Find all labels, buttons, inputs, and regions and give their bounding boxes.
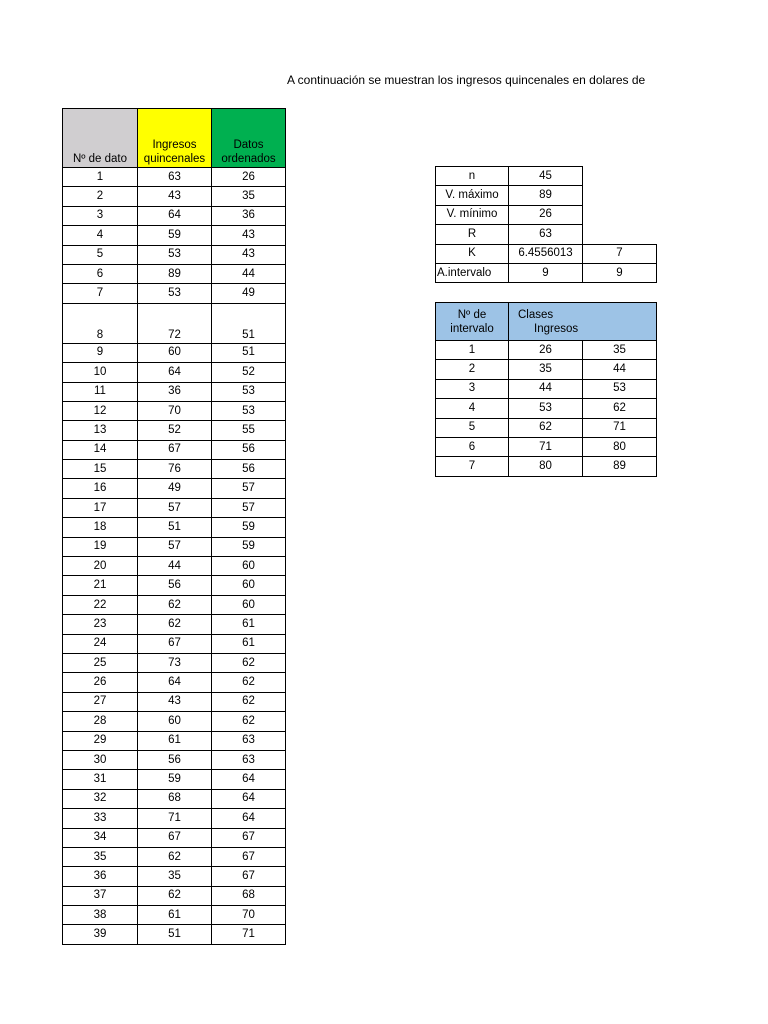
cell-interval-number[interactable]: 4: [436, 399, 509, 418]
table-row: [63, 576, 286, 595]
cell-ingreso[interactable]: 64: [138, 206, 212, 225]
stats-max-label[interactable]: V. máximo: [436, 186, 509, 205]
stats-row-r: [436, 225, 657, 244]
cell-dato-number[interactable]: 22: [63, 595, 138, 614]
cell-ingreso[interactable]: 68: [138, 789, 212, 808]
table-row: [63, 460, 286, 479]
table-row: [63, 828, 286, 847]
cell-ingreso[interactable]: 72: [138, 303, 212, 343]
stats-interval-value[interactable]: 9: [509, 263, 583, 282]
cell-ingreso[interactable]: 67: [138, 634, 212, 653]
stats-r-value[interactable]: 63: [509, 225, 583, 244]
cell-dato-ordenado[interactable]: 62: [212, 673, 286, 692]
cell-dato-number[interactable]: 9: [63, 343, 138, 362]
cell-dato-number[interactable]: 16: [63, 479, 138, 498]
stats-row-min: [436, 205, 657, 224]
table-row: [63, 712, 286, 731]
header-clases-ingresos[interactable]: [509, 303, 583, 341]
cell-dato-ordenado[interactable]: 63: [212, 731, 286, 750]
table-row: [63, 421, 286, 440]
cell-class-lower[interactable]: 53: [509, 399, 583, 418]
cell-class-lower[interactable]: 35: [509, 360, 583, 379]
cell-class-lower[interactable]: 26: [509, 341, 583, 360]
header-interval-line1: Nº de: [457, 308, 487, 321]
cell-dato-number[interactable]: 23: [63, 615, 138, 634]
table-row: [63, 363, 286, 382]
cell-dato-ordenado[interactable]: 68: [212, 886, 286, 905]
cell-dato-number[interactable]: 12: [63, 401, 138, 420]
stats-n-value[interactable]: 45: [509, 167, 583, 186]
stats-min-value[interactable]: 26: [509, 205, 583, 224]
cell-ingreso[interactable]: 51: [138, 925, 212, 944]
cell-dato-number[interactable]: 39: [63, 925, 138, 944]
table-row: [63, 634, 286, 653]
table-row: [63, 245, 286, 264]
cell-class-upper[interactable]: 89: [583, 457, 657, 476]
stats-k-rounded[interactable]: 7: [583, 244, 657, 263]
cell-dato-number[interactable]: 1: [63, 168, 138, 187]
cell-dato-number[interactable]: 10: [63, 363, 138, 382]
header-clases-blank[interactable]: [583, 303, 657, 341]
cell-dato-number[interactable]: 32: [63, 789, 138, 808]
cell-dato-number[interactable]: 5: [63, 245, 138, 264]
cell-ingreso[interactable]: 51: [138, 518, 212, 537]
stats-row-k: [436, 244, 657, 263]
cell-dato-number[interactable]: 4: [63, 226, 138, 245]
cell-dato-number[interactable]: 3: [63, 206, 138, 225]
table-row: [63, 401, 286, 420]
table-row: [63, 692, 286, 711]
cell-dato-ordenado[interactable]: 61: [212, 615, 286, 634]
cell-ingreso[interactable]: 70: [138, 401, 212, 420]
stats-n-label[interactable]: n: [436, 167, 509, 186]
cell-dato-ordenado[interactable]: 53: [212, 401, 286, 420]
cell-ingreso[interactable]: 52: [138, 421, 212, 440]
cell-ingreso[interactable]: 67: [138, 828, 212, 847]
classes-header-row: [436, 303, 657, 341]
header-interval-number[interactable]: [436, 303, 509, 341]
cell-interval-number[interactable]: 3: [436, 379, 509, 398]
summary-stats-table: [435, 166, 657, 283]
stats-r-label[interactable]: R: [436, 225, 509, 244]
cell-dato-ordenado[interactable]: 43: [212, 245, 286, 264]
table-row: [63, 168, 286, 187]
cell-ingreso[interactable]: 35: [138, 867, 212, 886]
stats-max-value[interactable]: 89: [509, 186, 583, 205]
table-row: [63, 673, 286, 692]
cell-ingreso[interactable]: 36: [138, 382, 212, 401]
table-row: [63, 264, 286, 283]
cell-ingreso[interactable]: 57: [138, 498, 212, 517]
cell-dato-ordenado[interactable]: 60: [212, 557, 286, 576]
table-row: [63, 770, 286, 789]
table-row: [63, 440, 286, 459]
cell-dato-ordenado[interactable]: 64: [212, 770, 286, 789]
cell-ingreso[interactable]: 60: [138, 343, 212, 362]
cell-ingreso[interactable]: 49: [138, 479, 212, 498]
cell-dato-ordenado[interactable]: 64: [212, 809, 286, 828]
stats-k-label[interactable]: K: [436, 244, 509, 263]
class-intervals-table: [435, 302, 657, 477]
cell-dato-number[interactable]: 15: [63, 460, 138, 479]
cell-ingreso[interactable]: 57: [138, 537, 212, 556]
class-row: [436, 379, 657, 398]
cell-dato-number[interactable]: 37: [63, 886, 138, 905]
cell-ingreso[interactable]: 62: [138, 595, 212, 614]
stats-row-interval: [436, 263, 657, 282]
table-row: [63, 187, 286, 206]
cell-class-lower[interactable]: 44: [509, 379, 583, 398]
class-row: [436, 399, 657, 418]
table-row: [63, 518, 286, 537]
cell-dato-number[interactable]: 17: [63, 498, 138, 517]
cell-dato-ordenado[interactable]: 67: [212, 867, 286, 886]
header-clases-line1: Clases: [518, 308, 554, 321]
table-row: [63, 595, 286, 614]
cell-ingreso[interactable]: 53: [138, 245, 212, 264]
cell-class-upper[interactable]: 35: [583, 341, 657, 360]
header-clases-line2: Ingresos: [534, 322, 579, 335]
cell-ingreso[interactable]: 59: [138, 770, 212, 789]
cell-class-lower[interactable]: 71: [509, 437, 583, 456]
cell-class-upper[interactable]: 53: [583, 379, 657, 398]
table-row: [63, 557, 286, 576]
table-row: [63, 847, 286, 866]
cell-dato-ordenado[interactable]: 59: [212, 537, 286, 556]
cell-dato-ordenado[interactable]: 62: [212, 692, 286, 711]
cell-class-lower[interactable]: 62: [509, 418, 583, 437]
cell-dato-ordenado[interactable]: 52: [212, 363, 286, 382]
cell-ingreso[interactable]: 56: [138, 750, 212, 769]
cell-dato-ordenado[interactable]: 57: [212, 498, 286, 517]
stats-empty-cell: [583, 186, 657, 205]
cell-dato-ordenado[interactable]: 26: [212, 168, 286, 187]
cell-dato-ordenado[interactable]: 44: [212, 264, 286, 283]
class-row: [436, 341, 657, 360]
cell-class-upper[interactable]: 80: [583, 437, 657, 456]
cell-dato-number[interactable]: 8: [63, 303, 138, 343]
cell-ingreso[interactable]: 62: [138, 615, 212, 634]
cell-dato-number[interactable]: 6: [63, 264, 138, 283]
cell-class-upper[interactable]: 62: [583, 399, 657, 418]
cell-ingreso[interactable]: 64: [138, 363, 212, 382]
cell-ingreso[interactable]: 43: [138, 692, 212, 711]
cell-dato-ordenado[interactable]: 55: [212, 421, 286, 440]
cell-dato-ordenado[interactable]: 56: [212, 440, 286, 459]
sheet-title: A continuación se muestran los ingresos quincenales en dolares de: [287, 73, 646, 87]
cell-dato-ordenado[interactable]: 51: [212, 303, 286, 343]
table-row: [63, 886, 286, 905]
cell-dato-number[interactable]: 11: [63, 382, 138, 401]
table-row: [63, 382, 286, 401]
header-datos-line1: Datos: [233, 139, 264, 151]
cell-ingreso[interactable]: 53: [138, 284, 212, 303]
cell-dato-number[interactable]: 27: [63, 692, 138, 711]
cell-dato-number[interactable]: 18: [63, 518, 138, 537]
cell-ingreso[interactable]: 73: [138, 653, 212, 672]
cell-dato-ordenado[interactable]: 71: [212, 925, 286, 944]
cell-dato-number[interactable]: 13: [63, 421, 138, 440]
cell-ingreso[interactable]: 62: [138, 847, 212, 866]
header-interval-line2: intervalo: [450, 322, 494, 335]
cell-dato-ordenado[interactable]: 70: [212, 906, 286, 925]
cell-dato-number[interactable]: 25: [63, 653, 138, 672]
table-row: [63, 809, 286, 828]
table-row: [63, 226, 286, 245]
cell-dato-ordenado[interactable]: 51: [212, 343, 286, 362]
cell-dato-number[interactable]: 14: [63, 440, 138, 459]
stats-interval-label[interactable]: A.intervalo: [436, 263, 509, 282]
table-row: [63, 750, 286, 769]
table-row: [63, 615, 286, 634]
cell-dato-ordenado[interactable]: 64: [212, 789, 286, 808]
cell-dato-number[interactable]: 19: [63, 537, 138, 556]
cell-ingreso[interactable]: 71: [138, 809, 212, 828]
table-row: [63, 206, 286, 225]
classes-table-body: [436, 341, 657, 477]
cell-dato-ordenado[interactable]: 62: [212, 712, 286, 731]
cell-dato-ordenado[interactable]: 67: [212, 828, 286, 847]
income-table-header-row: [63, 109, 286, 168]
cell-dato-ordenado[interactable]: 43: [212, 226, 286, 245]
cell-dato-ordenado[interactable]: 49: [212, 284, 286, 303]
cell-dato-ordenado[interactable]: 60: [212, 576, 286, 595]
stats-row-n: [436, 167, 657, 186]
cell-class-lower[interactable]: 80: [509, 457, 583, 476]
cell-dato-ordenado[interactable]: 53: [212, 382, 286, 401]
header-datos-ordenados[interactable]: [212, 109, 286, 168]
cell-dato-ordenado[interactable]: 62: [212, 653, 286, 672]
cell-ingreso[interactable]: 76: [138, 460, 212, 479]
cell-class-upper[interactable]: 71: [583, 418, 657, 437]
cell-dato-number[interactable]: 7: [63, 284, 138, 303]
cell-interval-number[interactable]: 2: [436, 360, 509, 379]
cell-ingreso[interactable]: 63: [138, 168, 212, 187]
cell-dato-ordenado[interactable]: 57: [212, 479, 286, 498]
cell-dato-number[interactable]: 2: [63, 187, 138, 206]
table-row: [63, 789, 286, 808]
stats-interval-rounded[interactable]: 9: [583, 263, 657, 282]
header-ingresos-line2: quincenales: [143, 153, 206, 165]
table-row: [63, 731, 286, 750]
cell-dato-number[interactable]: 24: [63, 634, 138, 653]
cell-dato-number[interactable]: 30: [63, 750, 138, 769]
cell-dato-ordenado[interactable]: 35: [212, 187, 286, 206]
class-row: [436, 437, 657, 456]
table-row: [63, 479, 286, 498]
cell-class-upper[interactable]: 44: [583, 360, 657, 379]
cell-ingreso[interactable]: 89: [138, 264, 212, 283]
cell-dato-ordenado[interactable]: 59: [212, 518, 286, 537]
income-table-body: [63, 168, 286, 945]
cell-interval-number[interactable]: 5: [436, 418, 509, 437]
cell-dato-number[interactable]: 33: [63, 809, 138, 828]
table-row: [63, 343, 286, 362]
cell-dato-ordenado[interactable]: 67: [212, 847, 286, 866]
cell-ingreso[interactable]: 60: [138, 712, 212, 731]
table-row: [63, 867, 286, 886]
cell-ingreso[interactable]: 64: [138, 673, 212, 692]
income-data-table: [62, 108, 286, 945]
cell-dato-number[interactable]: 35: [63, 847, 138, 866]
cell-dato-ordenado[interactable]: 56: [212, 460, 286, 479]
cell-ingreso[interactable]: 59: [138, 226, 212, 245]
cell-ingreso[interactable]: 62: [138, 886, 212, 905]
cell-interval-number[interactable]: 6: [436, 437, 509, 456]
cell-ingreso[interactable]: 43: [138, 187, 212, 206]
cell-dato-ordenado[interactable]: 60: [212, 595, 286, 614]
class-row: [436, 457, 657, 476]
table-row: [63, 537, 286, 556]
table-row: [63, 653, 286, 672]
stats-row-max: [436, 186, 657, 205]
cell-dato-number[interactable]: 29: [63, 731, 138, 750]
header-ingresos-quincenales[interactable]: [138, 109, 212, 168]
cell-ingreso[interactable]: 56: [138, 576, 212, 595]
class-row: [436, 360, 657, 379]
stats-empty-cell: [583, 167, 657, 186]
table-row: [63, 906, 286, 925]
cell-ingreso[interactable]: 61: [138, 731, 212, 750]
cell-interval-number[interactable]: 7: [436, 457, 509, 476]
cell-dato-ordenado[interactable]: 63: [212, 750, 286, 769]
stats-empty-cell: [583, 205, 657, 224]
cell-ingreso[interactable]: 67: [138, 440, 212, 459]
cell-dato-number[interactable]: 38: [63, 906, 138, 925]
cell-dato-number[interactable]: 20: [63, 557, 138, 576]
class-row: [436, 418, 657, 437]
cell-interval-number[interactable]: 1: [436, 341, 509, 360]
table-row: [63, 284, 286, 303]
cell-dato-number[interactable]: 36: [63, 867, 138, 886]
stats-min-label[interactable]: V. mínimo: [436, 205, 509, 224]
cell-dato-number[interactable]: 28: [63, 712, 138, 731]
cell-dato-ordenado[interactable]: 36: [212, 206, 286, 225]
cell-ingreso[interactable]: 44: [138, 557, 212, 576]
cell-dato-number[interactable]: 21: [63, 576, 138, 595]
cell-dato-ordenado[interactable]: 61: [212, 634, 286, 653]
header-ingresos-line1: Ingresos: [152, 139, 197, 151]
cell-ingreso[interactable]: 61: [138, 906, 212, 925]
table-row: [63, 925, 286, 944]
cell-dato-number[interactable]: 26: [63, 673, 138, 692]
header-datos-line2: ordenados: [221, 153, 276, 165]
stats-empty-cell: [583, 225, 657, 244]
table-row: [63, 498, 286, 517]
cell-dato-number[interactable]: 34: [63, 828, 138, 847]
table-row: [63, 303, 286, 343]
header-dato-number[interactable]: Nº de dato: [63, 109, 138, 168]
stats-k-value[interactable]: 6.4556013: [509, 244, 583, 263]
cell-dato-number[interactable]: 31: [63, 770, 138, 789]
